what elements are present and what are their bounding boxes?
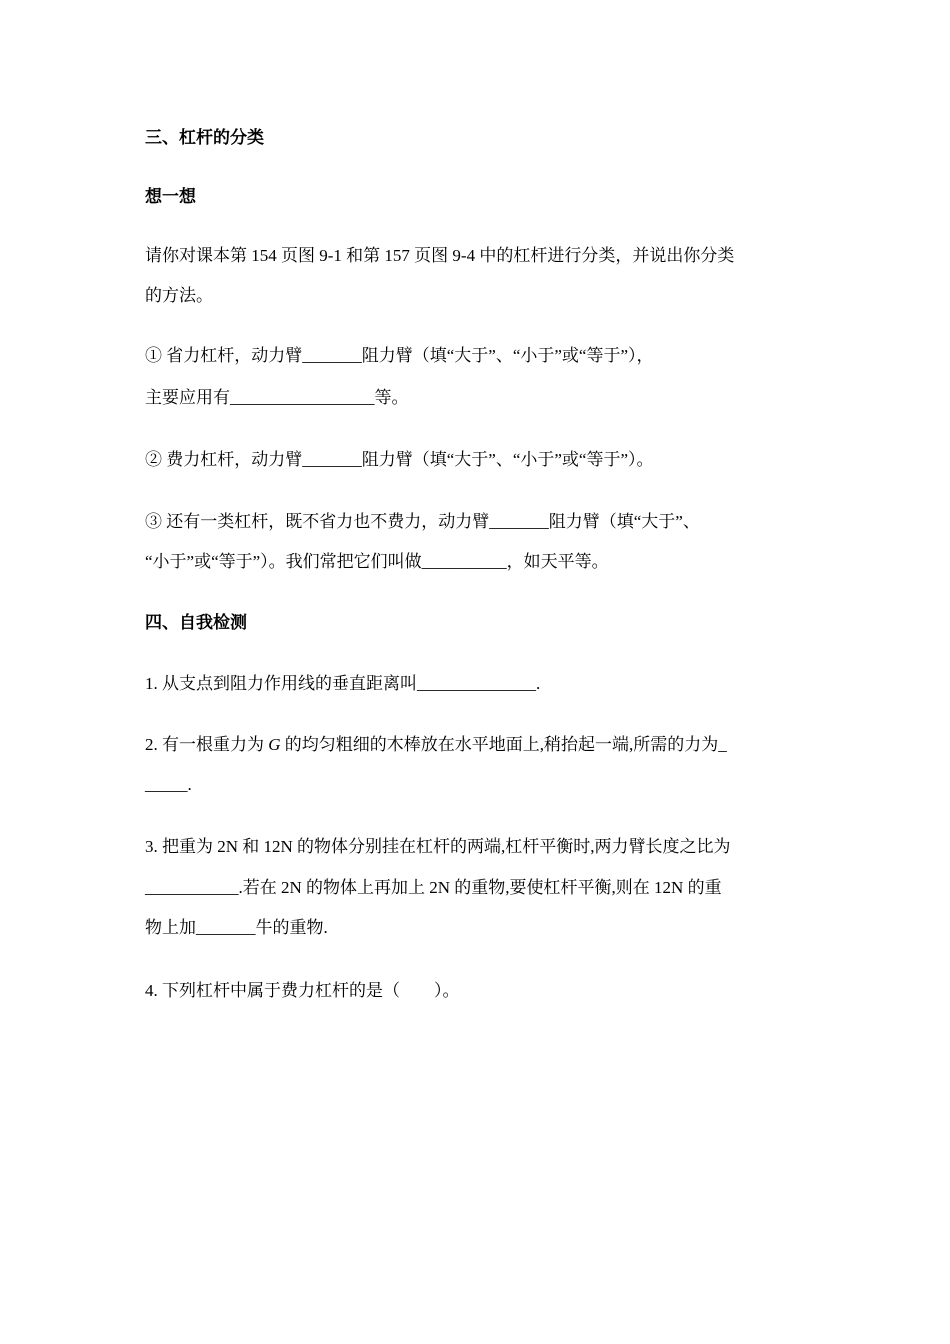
item-3-line-1: ③ 还有一类杠杆，既不省力也不费力，动力臂_______阻力臂（填“大于”、 (145, 512, 700, 531)
intro-text-line-2: 的方法。 (145, 286, 213, 305)
question-3-line-1: 3. 把重为 2N 和 12N 的物体分别挂在杠杆的两端,杠杆平衡时,两力臂长度之比为 (145, 837, 731, 856)
question-2-text-post: 的均匀粗细的木棒放在水平地面上,稍抬起一端,所需的力为_ (280, 735, 727, 754)
question-2-text-pre: 2. 有一根重力为 (145, 735, 269, 754)
section-heading-lever-classification: 三、杠杆的分类 (145, 128, 264, 147)
question-3-line-3: 物上加_______牛的重物. (145, 918, 328, 937)
question-1: 1. 从支点到阻力作用线的垂直距离叫______________. (145, 674, 541, 693)
item-1-line-2: 主要应用有_________________等。 (145, 388, 409, 407)
question-2-line-2: _____. (145, 775, 192, 794)
item-1-line-1: ① 省力杠杆，动力臂_______阻力臂（填“大于”、“小于”或“等于”）， (145, 346, 654, 365)
section-heading-self-test: 四、自我检测 (145, 613, 247, 632)
item-3-line-2: “小于”或“等于”）。我们常把它们叫做__________，如天平等。 (145, 552, 609, 571)
question-4: 4. 下列杠杆中属于费力杠杆的是（ ）。 (145, 981, 460, 1000)
question-2-line-1 (145, 733, 727, 757)
think-heading: 想一想 (145, 187, 196, 206)
item-2-line-1: ② 费力杠杆，动力臂_______阻力臂（填“大于”、“小于”或“等于”）。 (145, 450, 654, 469)
gravity-variable: G (268, 735, 281, 754)
question-3-line-2: ___________.若在 2N 的物体上再加上 2N 的重物,要使杠杆平衡,则在 12N 的重 (145, 878, 722, 897)
intro-text-line-1: 请你对课本第 154 页图 9-1 和第 157 页图 9-4 中的杠杆进行分类，并说出你分类 (145, 246, 735, 265)
